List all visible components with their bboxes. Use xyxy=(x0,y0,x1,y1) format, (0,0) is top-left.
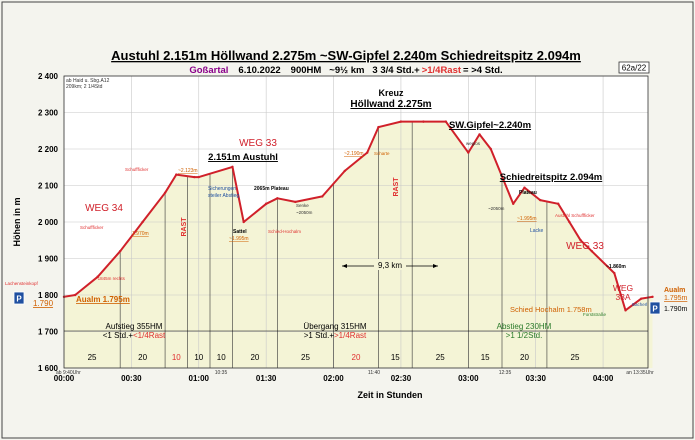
annot-schuff-1: Schuffficker xyxy=(80,225,104,230)
phase-uebergang-title: Übergang 315HM xyxy=(303,322,367,331)
time-mark-1235: 12:35 xyxy=(498,370,512,376)
profile-point xyxy=(231,166,233,168)
subtitle-date: 6.10.2022 xyxy=(238,65,281,76)
info-line-2: 209km; 2 1/4Std xyxy=(66,84,103,90)
profile-point xyxy=(377,126,379,128)
info-line-1: ab Haid u. Sbg.A12 xyxy=(66,78,110,84)
phase-aufstieg-title: Aufstieg 355HM xyxy=(105,322,163,331)
time-mark-end: an 13:35Uhr xyxy=(626,370,654,376)
time-mark-start: ab 9:40Uhr xyxy=(56,370,81,376)
segment-label: 25 xyxy=(570,353,580,362)
subtitle-hm: 900HM xyxy=(290,65,322,76)
segment-label: 25 xyxy=(87,353,97,362)
profile-point xyxy=(141,221,143,223)
profile-point xyxy=(198,176,200,178)
annot-1970: 1.970m xyxy=(132,231,149,237)
annot-sicherungen-2: steiler Abstieg xyxy=(208,193,240,199)
y-tick-label: 1 900 xyxy=(37,254,58,264)
time-mark-1035: 10:35 xyxy=(214,370,228,376)
annot-aualm-end-1: Aualm xyxy=(664,287,686,294)
rast-label-2: RAST xyxy=(393,177,400,197)
subtitle-total: = >4 Std. xyxy=(463,65,503,76)
x-tick-label: 03:30 xyxy=(525,374,546,383)
profile-point xyxy=(624,309,626,311)
badge-label: 62a/22 xyxy=(621,63,647,73)
y-tick-label: 1 700 xyxy=(37,327,58,337)
time-mark-1140: 11:40 xyxy=(367,370,381,376)
x-tick-label: 02:00 xyxy=(323,374,344,383)
profile-point xyxy=(321,195,323,197)
profile-point xyxy=(478,133,480,135)
annot-2050-right: ~2050m xyxy=(488,206,505,211)
segment-label: 10 xyxy=(194,353,204,362)
annot-aualm-end-2: 1.795m xyxy=(664,295,688,302)
segment-label: 20 xyxy=(138,353,148,362)
annot-sattel-h: ~1.995m xyxy=(229,236,249,242)
annot-weglos: weglos xyxy=(466,141,481,146)
annot-1860: ~1.860m xyxy=(606,264,626,270)
annot-end-level: 1.790m xyxy=(664,306,688,313)
annot-forststrasse: Forststraße xyxy=(583,312,607,317)
annot-lachensteinkopf: Lachensteinkopf xyxy=(5,281,38,286)
route-label-weg33-lower: WEG 33 xyxy=(566,241,604,252)
subtitle-km: ~9½ km xyxy=(329,65,365,76)
summit-sw-gipfel: SW.Gipfel~2.240m xyxy=(448,120,532,131)
route-label-weg33a-2: 33A xyxy=(615,292,631,302)
y-tick-label: 1 800 xyxy=(37,291,58,300)
profile-point xyxy=(467,151,469,153)
x-tick-label: 00:30 xyxy=(121,374,142,383)
annot-austuhl-schuf: Austuhl Schuffficker xyxy=(555,213,595,218)
segment-label: 25 xyxy=(301,353,310,362)
y-tick-label: 1 600 xyxy=(37,364,58,373)
profile-point xyxy=(400,120,402,122)
y-tick-label: 2 100 xyxy=(37,181,58,191)
phase-aufstieg-time: <1 Std.+<1/4Rast xyxy=(102,331,166,340)
profile-point xyxy=(193,176,195,178)
segment-label: 20 xyxy=(250,353,260,362)
profile-point xyxy=(557,203,559,205)
profile-point xyxy=(265,203,267,205)
annot-senke-h: ~2050m xyxy=(296,210,313,215)
annot-2123: ~2.123m xyxy=(178,168,198,174)
profile-point xyxy=(366,151,368,153)
x-tick-label: 04:00 xyxy=(592,374,614,383)
annot-1995-right: ~1.995m xyxy=(517,216,537,222)
segment-label: 15 xyxy=(480,353,490,362)
profile-point xyxy=(568,221,570,223)
profile-point xyxy=(539,199,541,201)
profile-point xyxy=(490,148,492,150)
summit-schiedreitspitz: Schiedreitspitz 2.094m xyxy=(499,172,603,183)
y-tick-label: 2 300 xyxy=(37,108,58,118)
parking-icon-start-label: P xyxy=(16,294,22,304)
summit-hoellwand: Höllwand 2.275m xyxy=(350,99,432,110)
route-label-weg33a-1: WEG xyxy=(612,283,634,293)
annot-schied-hochalm-top: Schied-Hochalm xyxy=(268,229,302,234)
profile-point xyxy=(512,203,514,205)
annot-plateau-2: Plateau xyxy=(519,190,537,196)
profile-point xyxy=(276,197,278,199)
annot-senke: Senke xyxy=(296,203,309,208)
annot-schied-hochalm: Schied Hochalm 1.758m xyxy=(510,305,592,314)
segment-label: 15 xyxy=(390,353,400,362)
annot-2190: ~2.190m xyxy=(344,151,364,157)
profile-point xyxy=(640,297,642,299)
summit-austuhl: 2.151m Austuhl xyxy=(208,152,278,163)
distance-label: 9,3 km xyxy=(377,261,403,270)
profile-point xyxy=(344,170,346,172)
profile-point xyxy=(651,296,653,298)
profile-point xyxy=(242,221,244,223)
profile-point xyxy=(613,272,615,274)
subtitle-rast: >1/4Rast xyxy=(421,65,462,76)
profile-point xyxy=(164,192,166,194)
annot-scharte: Scharte xyxy=(374,151,390,156)
x-tick-label: 03:00 xyxy=(458,374,479,383)
x-tick-label: 00:00 xyxy=(53,374,75,383)
route-label-weg34: WEG 34 xyxy=(85,203,123,214)
rast-label-1: RAST xyxy=(181,217,188,237)
annot-schuff-2: Schuffficker xyxy=(125,167,149,172)
profile-point xyxy=(422,120,424,122)
x-tick-label: 01:00 xyxy=(188,374,210,383)
subtitle-duration: 3 3/4 Std.+ xyxy=(372,65,420,76)
annot-aualm-start: Aualm 1.795m xyxy=(76,295,130,304)
segment-label: 10 xyxy=(171,353,181,362)
segment-label: 20 xyxy=(520,353,529,362)
profile-point xyxy=(523,186,525,188)
annot-sattel: Sattel xyxy=(233,229,247,235)
summit-kreuz-label: Kreuz xyxy=(378,88,404,98)
segment-label: 25 xyxy=(435,353,445,362)
x-tick-label: 01:30 xyxy=(255,374,277,383)
phase-abstieg-time: >1 1/2Std. xyxy=(505,331,543,340)
route-label-weg33-upper: WEG 33 xyxy=(239,138,277,149)
annot-1845: ~1845m rechts xyxy=(95,276,125,281)
phase-abstieg-title: Abstieg 230HM xyxy=(496,322,552,331)
annot-sicherungen-1: Sicherungen xyxy=(208,186,237,192)
segment-label: 10 xyxy=(216,353,226,362)
chart-title: Austuhl 2.151m Höllwand 2.275m ~SW-Gipfel 2.240m Schiedreitspitz 2.094m xyxy=(111,48,581,63)
annot-lacke: Lacke xyxy=(530,228,544,234)
annot-start-level: 1.790 xyxy=(33,299,54,308)
subtitle-region: Goßartal xyxy=(189,65,229,76)
profile-point xyxy=(445,120,447,122)
y-tick-label: 2 000 xyxy=(37,218,58,227)
annot-bacherl: Bacherl xyxy=(632,302,648,307)
segment-label: 20 xyxy=(351,353,361,362)
y-axis-title: Höhen in m xyxy=(12,197,22,247)
parking-icon-end-label: P xyxy=(652,304,658,314)
y-tick-label: 2 200 xyxy=(37,145,58,154)
y-tick-label: 2 400 xyxy=(37,72,58,81)
profile-point xyxy=(119,250,121,252)
annot-plateau-1: 2065m Plateau xyxy=(254,186,289,192)
phase-uebergang-time: >1 Std.+>1/4Rast xyxy=(303,331,367,340)
x-axis-title: Zeit in Stunden xyxy=(357,390,423,400)
x-tick-label: 02:30 xyxy=(390,374,412,383)
